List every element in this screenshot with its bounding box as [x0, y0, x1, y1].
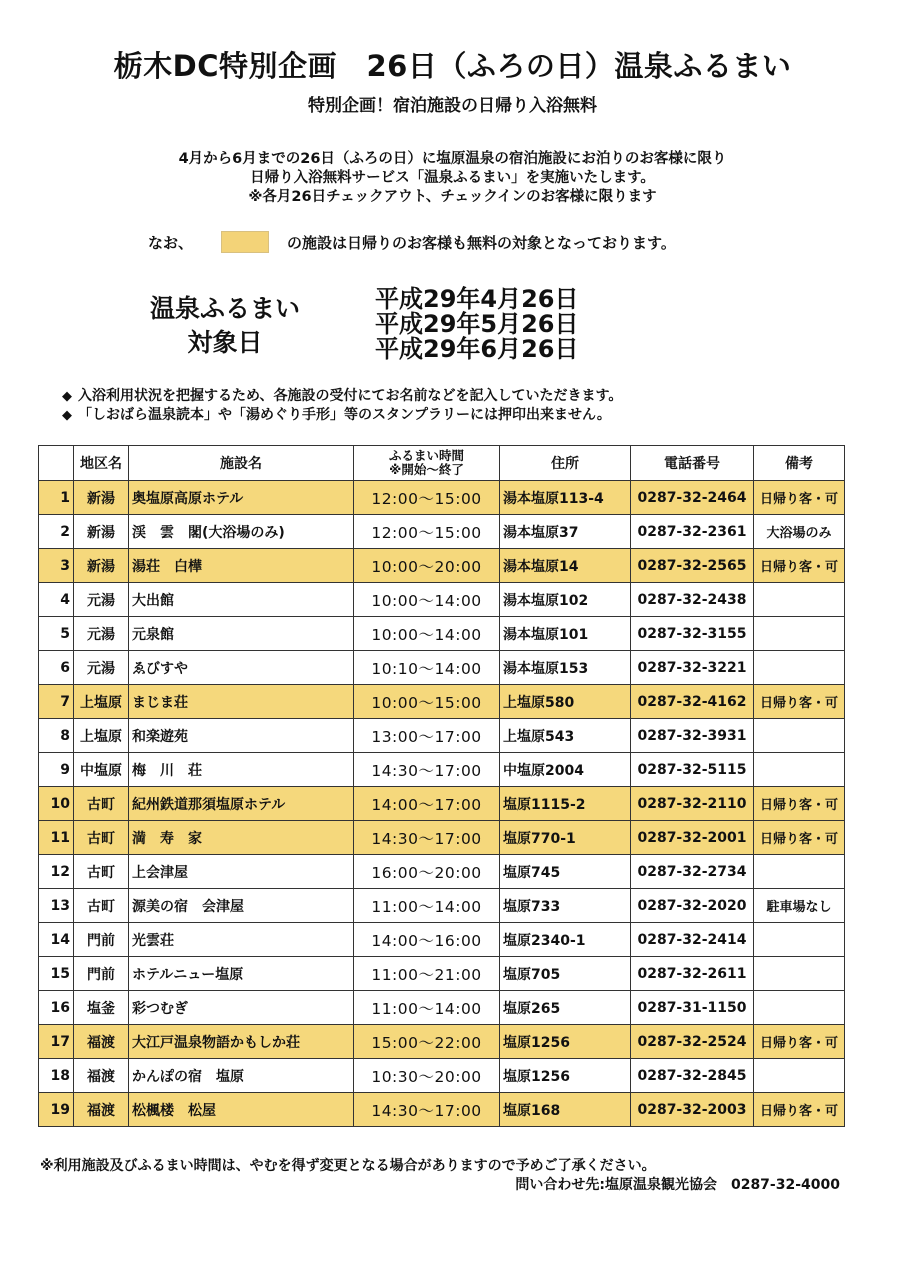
cell-address: 湯本塩原37 [500, 515, 631, 549]
cell-phone: 0287-32-2438 [631, 583, 754, 617]
cell-time: 10:00～14:00 [354, 583, 500, 617]
cell-phone: 0287-32-2845 [631, 1059, 754, 1093]
header-phone: 電話番号 [631, 446, 754, 481]
cell-address: 湯本塩原153 [500, 651, 631, 685]
cell-name: 梅 川 荘 [129, 753, 354, 787]
bullet-item [62, 385, 622, 405]
cell-time: 10:00～15:00 [354, 685, 500, 719]
cell-no: 13 [39, 889, 74, 923]
cell-memo: 日帰り客・可 [754, 1093, 845, 1127]
cell-memo [754, 957, 845, 991]
cell-phone: 0287-32-2020 [631, 889, 754, 923]
cell-memo [754, 991, 845, 1025]
cell-area: 新湯 [74, 515, 129, 549]
cell-memo [754, 651, 845, 685]
cell-memo [754, 753, 845, 787]
table-row [39, 821, 845, 855]
cell-memo: 日帰り客・可 [754, 481, 845, 515]
cell-no: 7 [39, 685, 74, 719]
header-time [354, 446, 500, 481]
table-row [39, 549, 845, 583]
cell-area: 古町 [74, 787, 129, 821]
cell-no: 12 [39, 855, 74, 889]
cell-phone: 0287-32-3221 [631, 651, 754, 685]
cell-no: 9 [39, 753, 74, 787]
cell-name: 和楽遊苑 [129, 719, 354, 753]
cell-address: 湯本塩原14 [500, 549, 631, 583]
cell-time: 16:00～20:00 [354, 855, 500, 889]
cell-name: 元泉館 [129, 617, 354, 651]
cell-no: 15 [39, 957, 74, 991]
cell-area: 元湯 [74, 651, 129, 685]
cell-area: 新湯 [74, 549, 129, 583]
table-row [39, 753, 845, 787]
target-date: 平成29年6月26日 [375, 335, 579, 363]
cell-area: 古町 [74, 889, 129, 923]
cell-time: 13:00～17:00 [354, 719, 500, 753]
cell-name: まじま荘 [129, 685, 354, 719]
cell-no: 18 [39, 1059, 74, 1093]
cell-name: 光雲荘 [129, 923, 354, 957]
cell-no: 6 [39, 651, 74, 685]
cell-area: 福渡 [74, 1025, 129, 1059]
cell-memo [754, 855, 845, 889]
cell-time: 12:00～15:00 [354, 515, 500, 549]
cell-memo [754, 719, 845, 753]
cell-name: 上会津屋 [129, 855, 354, 889]
cell-time: 14:30～17:00 [354, 1093, 500, 1127]
cell-memo: 日帰り客・可 [754, 1025, 845, 1059]
cell-phone: 0287-32-2414 [631, 923, 754, 957]
cell-area: 塩釜 [74, 991, 129, 1025]
cell-address: 塩原733 [500, 889, 631, 923]
cell-area: 福渡 [74, 1059, 129, 1093]
contact-info: 問い合わせ先:塩原温泉観光協会 0287-32-4000 [515, 1177, 840, 1193]
facility-table [38, 445, 845, 1127]
cell-area: 新湯 [74, 481, 129, 515]
cell-area: 元湯 [74, 583, 129, 617]
header-memo: 備考 [754, 446, 845, 481]
cell-phone: 0287-32-3931 [631, 719, 754, 753]
table-row [39, 1025, 845, 1059]
table-row [39, 515, 845, 549]
cell-time: 14:30～17:00 [354, 753, 500, 787]
cell-name: 奥塩原高原ホテル [129, 481, 354, 515]
table-row [39, 719, 845, 753]
cell-address: 上塩原543 [500, 719, 631, 753]
cell-area: 古町 [74, 855, 129, 889]
cell-address: 塩原1256 [500, 1025, 631, 1059]
cell-address: 塩原705 [500, 957, 631, 991]
cell-time: 12:00～15:00 [354, 481, 500, 515]
cell-address: 塩原168 [500, 1093, 631, 1127]
cell-name: 松楓楼 松屋 [129, 1093, 354, 1127]
cell-area: 上塩原 [74, 685, 129, 719]
cell-time: 11:00～14:00 [354, 889, 500, 923]
cell-no: 17 [39, 1025, 74, 1059]
header-area: 地区名 [74, 446, 129, 481]
cell-memo: 日帰り客・可 [754, 549, 845, 583]
cell-area: 福渡 [74, 1093, 129, 1127]
cell-address: 塩原1115-2 [500, 787, 631, 821]
cell-no: 16 [39, 991, 74, 1025]
bullet-text: 入浴利用状況を把握するため、各施設の受付にてお名前などを記入していただきます。 [78, 388, 623, 404]
cell-area: 上塩原 [74, 719, 129, 753]
cell-phone: 0287-32-2001 [631, 821, 754, 855]
cell-memo: 日帰り客・可 [754, 821, 845, 855]
cell-name: ゑびすや [129, 651, 354, 685]
cell-phone: 0287-32-2464 [631, 481, 754, 515]
cell-name: かんぽの宿 塩原 [129, 1059, 354, 1093]
cell-memo [754, 617, 845, 651]
cell-time: 10:10～14:00 [354, 651, 500, 685]
cell-no: 4 [39, 583, 74, 617]
target-dates [375, 287, 579, 362]
cell-no: 2 [39, 515, 74, 549]
cell-time: 15:00～22:00 [354, 1025, 500, 1059]
cell-area: 古町 [74, 821, 129, 855]
cell-memo: 日帰り客・可 [754, 685, 845, 719]
note-prefix: なお、 [148, 233, 194, 252]
target-label-line: 温泉ふるまい [150, 294, 301, 323]
cell-no: 1 [39, 481, 74, 515]
cell-phone: 0287-32-2565 [631, 549, 754, 583]
table-row [39, 685, 845, 719]
cell-name: 大出館 [129, 583, 354, 617]
highlight-note [148, 231, 676, 253]
cell-no: 10 [39, 787, 74, 821]
cell-area: 中塩原 [74, 753, 129, 787]
table-row [39, 481, 845, 515]
target-label-line: 対象日 [187, 328, 263, 357]
intro-line: 4月から6月までの26日（ふろの日）に塩原温泉の宿泊施設にお泊りのお客様に限り [178, 151, 727, 167]
cell-address: 湯本塩原113-4 [500, 481, 631, 515]
cell-memo: 大浴場のみ [754, 515, 845, 549]
cell-phone: 0287-32-2734 [631, 855, 754, 889]
cell-address: 上塩原580 [500, 685, 631, 719]
table-row [39, 855, 845, 889]
table-row [39, 787, 845, 821]
cell-address: 中塩原2004 [500, 753, 631, 787]
cell-no: 3 [39, 549, 74, 583]
cell-phone: 0287-32-5115 [631, 753, 754, 787]
table-row [39, 1093, 845, 1127]
cell-address: 塩原770-1 [500, 821, 631, 855]
target-date: 平成29年4月26日 [375, 285, 579, 313]
target-dates-label [150, 292, 300, 360]
cell-time: 14:00～17:00 [354, 787, 500, 821]
disclaimer: ※利用施設及びふるまい時間は、やむを得ず変更となる場合がありますので予めご了承ください。 [40, 1158, 656, 1174]
header-no [39, 446, 74, 481]
cell-phone: 0287-32-2003 [631, 1093, 754, 1127]
cell-no: 14 [39, 923, 74, 957]
cell-name: 紀州鉄道那須塩原ホテル [129, 787, 354, 821]
highlight-swatch [221, 231, 269, 253]
intro-line: 日帰り入浴無料サービス「温泉ふるまい」を実施いたします。 [250, 170, 655, 186]
cell-area: 門前 [74, 957, 129, 991]
bullet-text: 「しおばら温泉読本」や「湯めぐり手形」等のスタンプラリーには押印出来ません。 [78, 407, 611, 423]
cell-address: 塩原745 [500, 855, 631, 889]
cell-area: 元湯 [74, 617, 129, 651]
page-subtitle: 特別企画！宿泊施設の日帰り入浴無料 [308, 96, 597, 116]
cell-name: 湯荘 白樺 [129, 549, 354, 583]
diamond-bullet-icon: ◆ [62, 408, 72, 423]
header-time-line: ※開始～終了 [389, 462, 464, 477]
cell-no: 8 [39, 719, 74, 753]
cell-name: 満 寿 家 [129, 821, 354, 855]
cell-address: 塩原265 [500, 991, 631, 1025]
cell-memo [754, 583, 845, 617]
cell-no: 19 [39, 1093, 74, 1127]
table-row [39, 617, 845, 651]
cell-time: 11:00～14:00 [354, 991, 500, 1025]
header-address: 住所 [500, 446, 631, 481]
table-row [39, 889, 845, 923]
table-header-row [39, 446, 845, 481]
cell-area: 門前 [74, 923, 129, 957]
table-row [39, 957, 845, 991]
cell-phone: 0287-32-2110 [631, 787, 754, 821]
cell-address: 湯本塩原101 [500, 617, 631, 651]
table-row [39, 923, 845, 957]
table-row [39, 1059, 845, 1093]
cell-phone: 0287-32-2524 [631, 1025, 754, 1059]
cell-time: 10:00～14:00 [354, 617, 500, 651]
cell-no: 5 [39, 617, 74, 651]
table-row [39, 583, 845, 617]
cell-memo [754, 1059, 845, 1093]
cell-address: 塩原1256 [500, 1059, 631, 1093]
table-row [39, 991, 845, 1025]
header-time-line: ふるまい時間 [388, 448, 464, 463]
cell-phone: 0287-32-3155 [631, 617, 754, 651]
target-date: 平成29年5月26日 [375, 310, 579, 338]
cell-memo: 日帰り客・可 [754, 787, 845, 821]
cell-time: 10:00～20:00 [354, 549, 500, 583]
cell-time: 14:30～17:00 [354, 821, 500, 855]
cell-address: 湯本塩原102 [500, 583, 631, 617]
header-name: 施設名 [129, 446, 354, 481]
cell-address: 塩原2340-1 [500, 923, 631, 957]
cell-phone: 0287-32-2361 [631, 515, 754, 549]
cell-time: 11:00～21:00 [354, 957, 500, 991]
cell-name: 源美の宿 会津屋 [129, 889, 354, 923]
cell-phone: 0287-31-1150 [631, 991, 754, 1025]
cell-no: 11 [39, 821, 74, 855]
cell-memo: 駐車場なし [754, 889, 845, 923]
note-suffix: の施設は日帰りのお客様も無料の対象となっております。 [287, 233, 676, 252]
intro-line: ※各月26日チェックアウト、チェックインのお客様に限ります [248, 189, 657, 205]
cell-name: 大江戸温泉物語かもしか荘 [129, 1025, 354, 1059]
cell-phone: 0287-32-4162 [631, 685, 754, 719]
table-row [39, 651, 845, 685]
cell-time: 14:00～16:00 [354, 923, 500, 957]
diamond-bullet-icon: ◆ [62, 389, 72, 404]
cell-name: 彩つむぎ [129, 991, 354, 1025]
cell-memo [754, 923, 845, 957]
page-title: 栃木DC特別企画 26日（ふろの日）温泉ふるまい [113, 49, 792, 83]
cell-name: ホテルニュー塩原 [129, 957, 354, 991]
cell-phone: 0287-32-2611 [631, 957, 754, 991]
cell-name: 渓 雲 閣(大浴場のみ) [129, 515, 354, 549]
bullet-item [62, 404, 611, 424]
cell-time: 10:30～20:00 [354, 1059, 500, 1093]
